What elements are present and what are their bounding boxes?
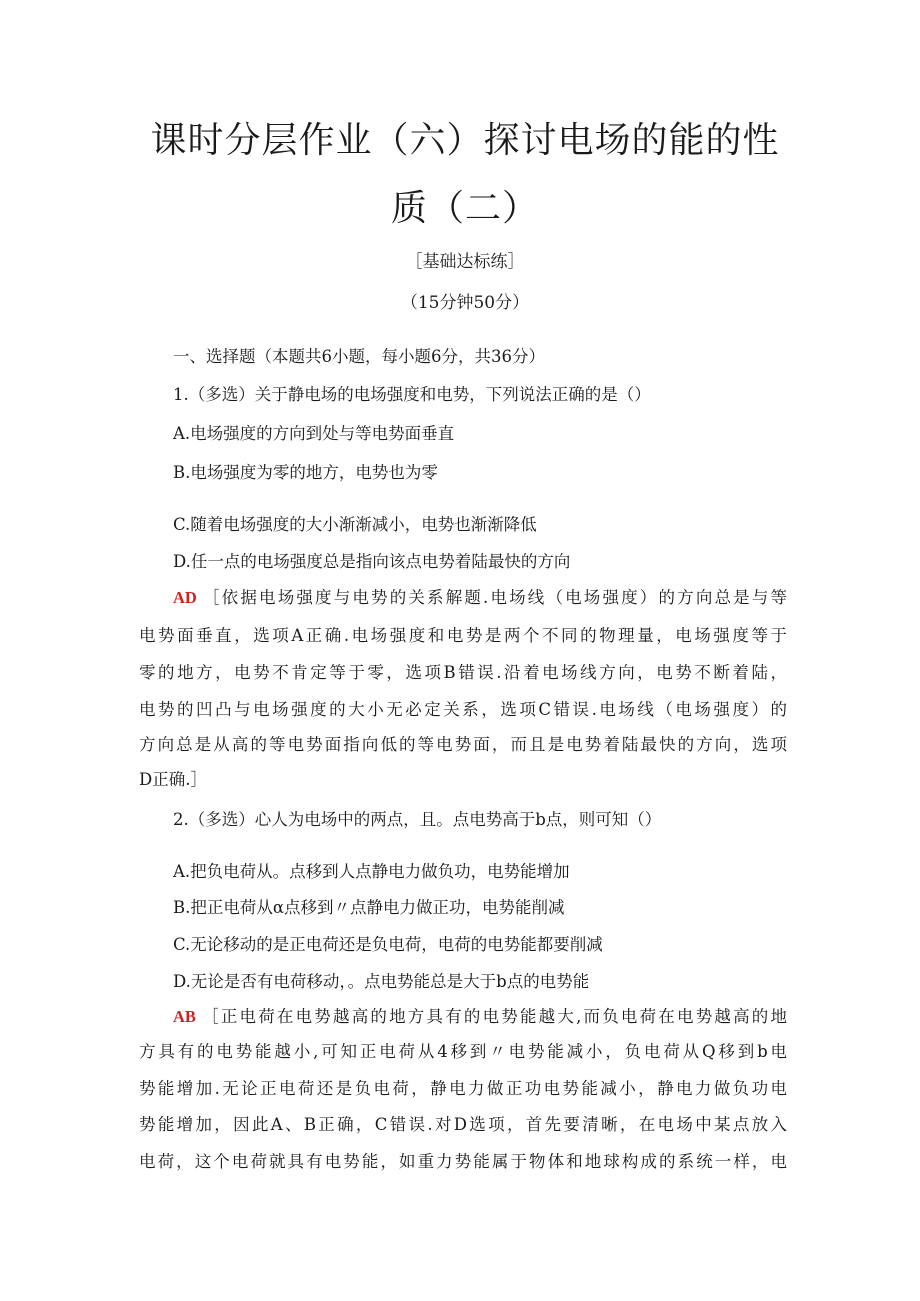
q1-explanation-line-5: 方向总是从高的等电势面指向低的等电势面，而且是电势着陆最快的方向，选项 xyxy=(139,735,787,754)
q1-option-b: B.电场强度为零的地方，电势也为零 xyxy=(173,463,438,482)
q2-option-b: B.把正电荷从α点移到〃点静电力做正功，电势能削减 xyxy=(173,898,565,917)
q2-explanation-text: ［正电荷在电势越高的地方具有的电势能越大,而负电荷在电势越高的地 xyxy=(199,1007,787,1026)
page-title-line-2: 质（二） xyxy=(390,188,539,229)
q1-stem: 1.（多选）关于静电场的电场强度和电势，下列说法正确的是（） xyxy=(173,385,651,404)
subtitle: ［基础达标练］ xyxy=(405,252,525,272)
page-title-line-1: 课时分层作业（六）探讨电场的能的性 xyxy=(150,120,780,161)
q2-explanation-line-4: 势能增加，因此A、B正确，C错误.对D选项，首先要清晰，在电场中某点放入 xyxy=(139,1115,787,1134)
q2-explanation-line-2: 方具有的电势能越小,可知正电荷从4移到〃电势能减小，负电荷从Q移到b电 xyxy=(139,1042,787,1061)
q1-explanation-line-1 xyxy=(173,584,787,608)
q1-answer-label: AD xyxy=(173,588,197,607)
q1-explanation-line-4: 电势的凹凸与电场强度的大小无必定关系，选项C错误.电场线（电场强度）的 xyxy=(139,700,787,719)
q1-option-d: D.任一点的电场强度总是指向该点电势着陆最快的方向 xyxy=(173,552,571,571)
q1-explanation-line-6: D正确.］ xyxy=(139,770,207,789)
q2-option-c: C.无论移动的是正电荷还是负电荷，电荷的电势能都要削减 xyxy=(173,935,603,954)
q2-explanation-line-5: 电荷，这个电荷就具有电势能，如重力势能属于物体和地球构成的系统一样，电 xyxy=(139,1152,787,1171)
q1-explanation-line-2: 电势面垂直，选项A正确.电场强度和电势是两个不同的物理量，电场强度等于 xyxy=(139,626,787,645)
q2-explanation-line-3: 势能增加.无论正电荷还是负电荷，静电力做正功电势能减小，静电力做负功电 xyxy=(139,1079,787,1098)
q2-stem: 2.（多选）心人为电场中的两点，且。点电势高于b点，则可知（） xyxy=(173,810,662,829)
q2-option-d: D.无论是否有电荷移动，。点电势能总是大于b点的电势能 xyxy=(173,972,590,991)
q1-option-a: A.电场强度的方向到处与等电势面垂直 xyxy=(173,424,455,443)
q1-explanation-text: ［依据电场强度与电势的关系解题.电场线（电场强度）的方向总是与等 xyxy=(200,588,787,607)
time-info: （15分钟50分） xyxy=(400,293,530,313)
q1-option-c: C.随着电场强度的大小渐渐减小，电势也渐渐降低 xyxy=(173,515,537,534)
q2-answer-label: AB xyxy=(173,1007,196,1026)
q2-explanation-line-1 xyxy=(173,1003,787,1027)
q1-explanation-line-3: 零的地方，电势不肯定等于零，选项B错误.沿着电场线方向，电势不断着陆， xyxy=(139,663,787,682)
q2-option-a: A.把负电荷从。点移到人点静电力做负功，电势能增加 xyxy=(173,862,570,881)
section-heading: 一、选择题（本题共6小题，每小题6分，共36分） xyxy=(173,347,545,366)
